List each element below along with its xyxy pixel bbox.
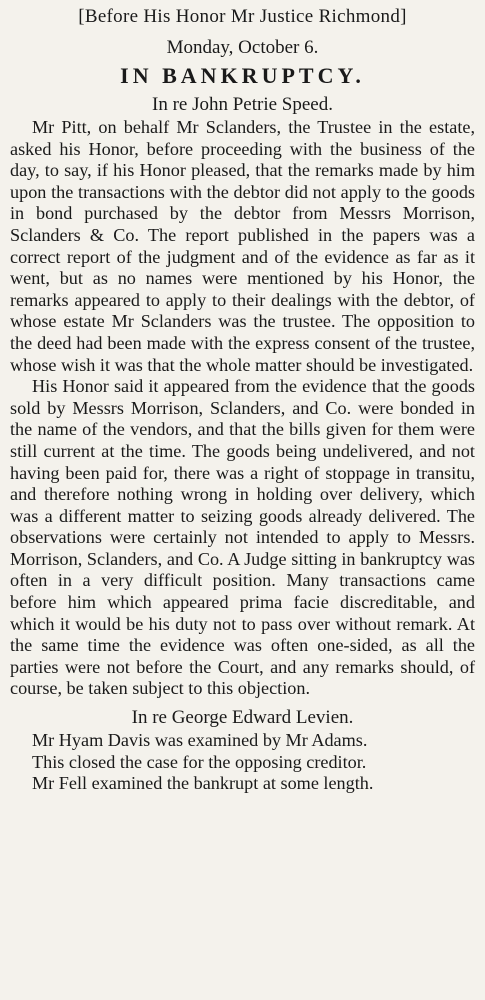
case-heading-speed: In re John Petrie Speed. <box>152 94 333 115</box>
date-line: Monday, October 6. <box>166 37 319 58</box>
paragraph-case-closed: This closed the case for the opposing creditor. <box>32 751 367 772</box>
paragraph-fell-examined: Mr Fell examined the bankrupt at some length. <box>32 773 374 794</box>
paragraph-pitt-request: Mr Pitt, on behalf Mr Sclanders, the Trustee in the estate, asked his Honor, before proceeding with the business of the day, to say, if his Honor pleased, that the remarks made by him upon the transactions with the debtor did not apply to the goods in bond purchased by the debtor from Messrs Morrison, Sclanders & Co. The report published in the papers was a correct report of the judgment and of the evidence as far as it went, but as no names were mentioned by his Honor, the remarks appeared to apply to their dealings with the debtor, of whose estate Mr Sclanders was the trustee. The opposition to the deed had been made with the express consent of the trustee, whose wish it was that the whole matter should be investigated. <box>10 117 475 375</box>
court-line: [Before His Honor Mr Justice Richmond] <box>78 6 407 27</box>
section-title: IN BANKRUPTCY. <box>120 63 365 88</box>
case-heading-levien: In re George Edward Levien. <box>131 707 354 729</box>
paragraph-davis-examined: Mr Hyam Davis was examined by Mr Adams. <box>32 730 368 751</box>
paragraph-honor-response: His Honor said it appeared from the evidence that the goods sold by Messrs Morrison, Sclanders, and Co. were bonded in the name of the vendors, and that the bills given for them were still current at the time. The goods being undelivered, and not having been paid for, there was a right of stoppage in transitu, and therefore nothing wrong in holding over delivery, which was a different matter to seizing goods already delivered. The observations were certainly not intended to apply to Messrs. Morrison, Sclanders, and Co. A Judge sitting in bankruptcy was often in a very difficult position. Many transactions came before him which appeared prima facie discreditable, and which it would be his duty not to pass over without remark. At the same time the evidence was often one-sided, as all the parties were not before the Court, and any remarks should, of course, be taken subject to this objection. <box>10 376 475 699</box>
